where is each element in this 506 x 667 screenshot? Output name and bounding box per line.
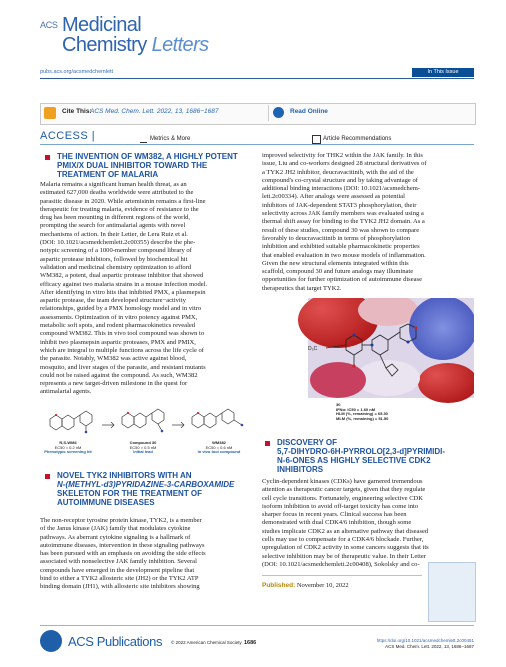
section-heading-tyk2: NOVEL TYK2 INHIBITORS WITH AN N-(METHYL-d3)PYRIDAZINE-3-CARBOXAMIDE SKELETON FOR THE TREATMENT OF AUTOIMMUNE DISEASES — [57, 471, 235, 507]
section-heading-cdk2: DISCOVERY OF 5,7-DIHYDRO-6H-PYRROLO[2,3-d]PYRIMIDI- N-6-ONES AS HIGHLY SELECTIVE CDK2 INHIBITORS — [277, 438, 446, 474]
paragraph-cdk2: Cyclin-dependent kinases (CDKs) have garnered tremendous attention as therapeutic cancer targets, given that they regulate cell cycle transitions. Fortunately, engineering selective CDK isoform inhibition to avoid off-target toxicity has come into sharper focus in recent years. Clinical success has been demonstrated with dual CDK4/6 inhibition, though some studies implicate CDK2 as an alternative pathway that diseased cells may use to compensate for a CDK4/6 blockade. Further, upregulation of CDK2 activity in some cancers suggests that its selective inhibition may be of therapeutic value. In their Letter (DOI: 10.1021/acsmedchemlett.2c00408), Sokolsky and co- — [262, 478, 429, 568]
header-divider — [40, 78, 474, 79]
acs-logo-icon — [40, 630, 62, 652]
journal-url[interactable]: pubs.acs.org/acsmedchemlett — [40, 69, 114, 75]
access-divider — [40, 144, 474, 145]
recommendations-link[interactable]: Article Recommendations — [323, 136, 392, 142]
journal-cover-thumbnail[interactable] — [428, 562, 476, 622]
access-label: ACCESS | — [40, 130, 96, 142]
scheme-compound-1: R,S-WM4 EC50 = 0.2 nM Phenotypic screening hit — [44, 440, 92, 454]
heading-marker — [45, 155, 50, 160]
document-icon[interactable] — [312, 135, 321, 144]
figure-caption: 30 IFNα: IC50 = 1.60 nM HLM (%, remaining) = 65.30 MLM (%, remaining) = 51.50 — [336, 402, 389, 421]
svg-text:D₃C: D₃C — [308, 346, 318, 352]
published-line: Published: November 10, 2022 — [262, 582, 349, 589]
scheme-compound-2: Compound 30 EC50 = 0.5 nM Initial lead — [129, 440, 157, 454]
read-online-button[interactable]: Read Online — [290, 108, 328, 115]
paragraph-tyk2: The non-receptor tyrosine protein kinase, TYK2, is a member of the Janus kinase (JAK) family that modulates cytokine pathways. As aberrant cytokine signaling is a hallmark of autoimmune diseases, intervention in these signaling pathways has been pursued with an emphasis on avoiding the side effects associated with nonselective JAK family inhibition. Several compounds have emerged in the development pipeline that bind to either a TYK2 allosteric site (JH2) or the TYK2 ATP binding domain (JH1), with allosteric site inhibitors showing — [40, 517, 206, 591]
cite-divider — [268, 105, 269, 121]
section-heading-wm382: THE INVENTION OF WM382, A HIGHLY POTENT PMIX/X DUAL INHIBITOR TOWARD THE TREATMENT OF MALARIA — [57, 152, 238, 179]
footer-citation: ACS Med. Chem. Lett. 2022, 13, 1686−1687 — [385, 643, 474, 649]
published-divider — [262, 575, 422, 576]
publisher-name: ACS Publications — [68, 634, 163, 649]
cite-label: Cite This: — [62, 108, 92, 115]
section-badge: In This Issue — [412, 68, 474, 77]
heading-marker — [45, 474, 50, 479]
footer-divider — [40, 625, 474, 626]
citation-link[interactable]: ACS Med. Chem. Lett. 2022, 13, 1686−1687 — [90, 108, 219, 115]
heading-marker — [265, 441, 270, 446]
paragraph-tyk2-continued: improved selectivity for THK2 within the JAK family. In this issue, Liu and co-workers designed 28 structural derivatives of a TYK2 JH2 inhibitor, deucravacitinib, with the aid of the compound's co-crystal structure and by taking advantage of additional binding interactions (DOI: 10.1021/acsmedchem- lett.2c00334). After analogs were assessed as potential inhibitors of JAK-dependent STAT3 phosphorylation, their selectivity across JAK family members was evaluated using a thermal shift assay for binding to the TYK2 JH2 domain. As a result of these studies, compound 30 was shown to compare favorably to deucravacitinib in terms of phosphorylation inhibition and exhibited suitable pharmacokinetic properties that enabled evaluation in two mouse models of inflammation. Given the new structural elements integrated within this scaffold, compound 30 and future analogs may illuminate opportunities for further optimization of autoimmune disease therapeutics that target TYK2. — [262, 152, 427, 292]
quote-icon — [44, 107, 56, 119]
scheme-compound-3: WM382 EC50 = 0.6 nM In vivo tool compound — [197, 440, 241, 454]
paragraph-malaria: Malaria remains a significant human health threat, as an estimated 627,000 deaths worldwide were attributed to the parasitic disease in 2020. While artemisinin remains a first-line therapeutic for treating malaria, evidence of resistance to the drug has been mounting in different regions of the world, prompting the search for antimalarial agents with novel mechanisms of action. In their Letter, de Lera Ruiz et al. (DOI: 10.1021/acsmedchemlett.2c00355) describe the phe- notypic screening of a 1000-member compound library of aspartic protease inhibitors, followed by biochemical hit validation and medicinal chemistry optimization to afford WM382, a potent, dual aspartic protease inhibitor that showed efficacy against two malaria strains in a mouse infection model. After identifying in vitro hits that inhibited PMX, a plasmepsin aspartic protease, the team developed structure−activity relationships, guided by a PMX homology model and in vitro assessments. Optimization of in vitro potency against PMX, metabolic soft spots, and rodent pharmacokinetics revealed compound WM382. This in vivo tool compound was shown to inhibit two plasmepsin aspartic proteases, PMX and PMIX, which are integral to multiple functions across the life cycle of the parasite. Notably, WM382 was active against blood, mosquito, and liver stages of the parasite, and resistant mutants could not be raised against the compound. As such, WM382 represents a new target-driven milestone in the quest for antimalarial agents. — [40, 181, 208, 396]
doi-link[interactable]: https://doi.org/10.1021/acsmedchemlett.2c00451 — [376, 638, 474, 643]
page-number: 1686 — [244, 640, 257, 646]
footer-doi — [370, 638, 474, 649]
metrics-link[interactable]: Metrics & More — [150, 136, 191, 142]
journal-name-line2: Chemistry Letters — [62, 34, 209, 56]
journal-name-line1: Medicinal — [62, 14, 142, 36]
read-online-icon[interactable] — [273, 107, 284, 118]
bar-chart-icon[interactable] — [140, 136, 147, 143]
journal-prefix: ACS — [40, 20, 58, 30]
copyright: © 2022 American Chemical Society — [171, 640, 242, 645]
